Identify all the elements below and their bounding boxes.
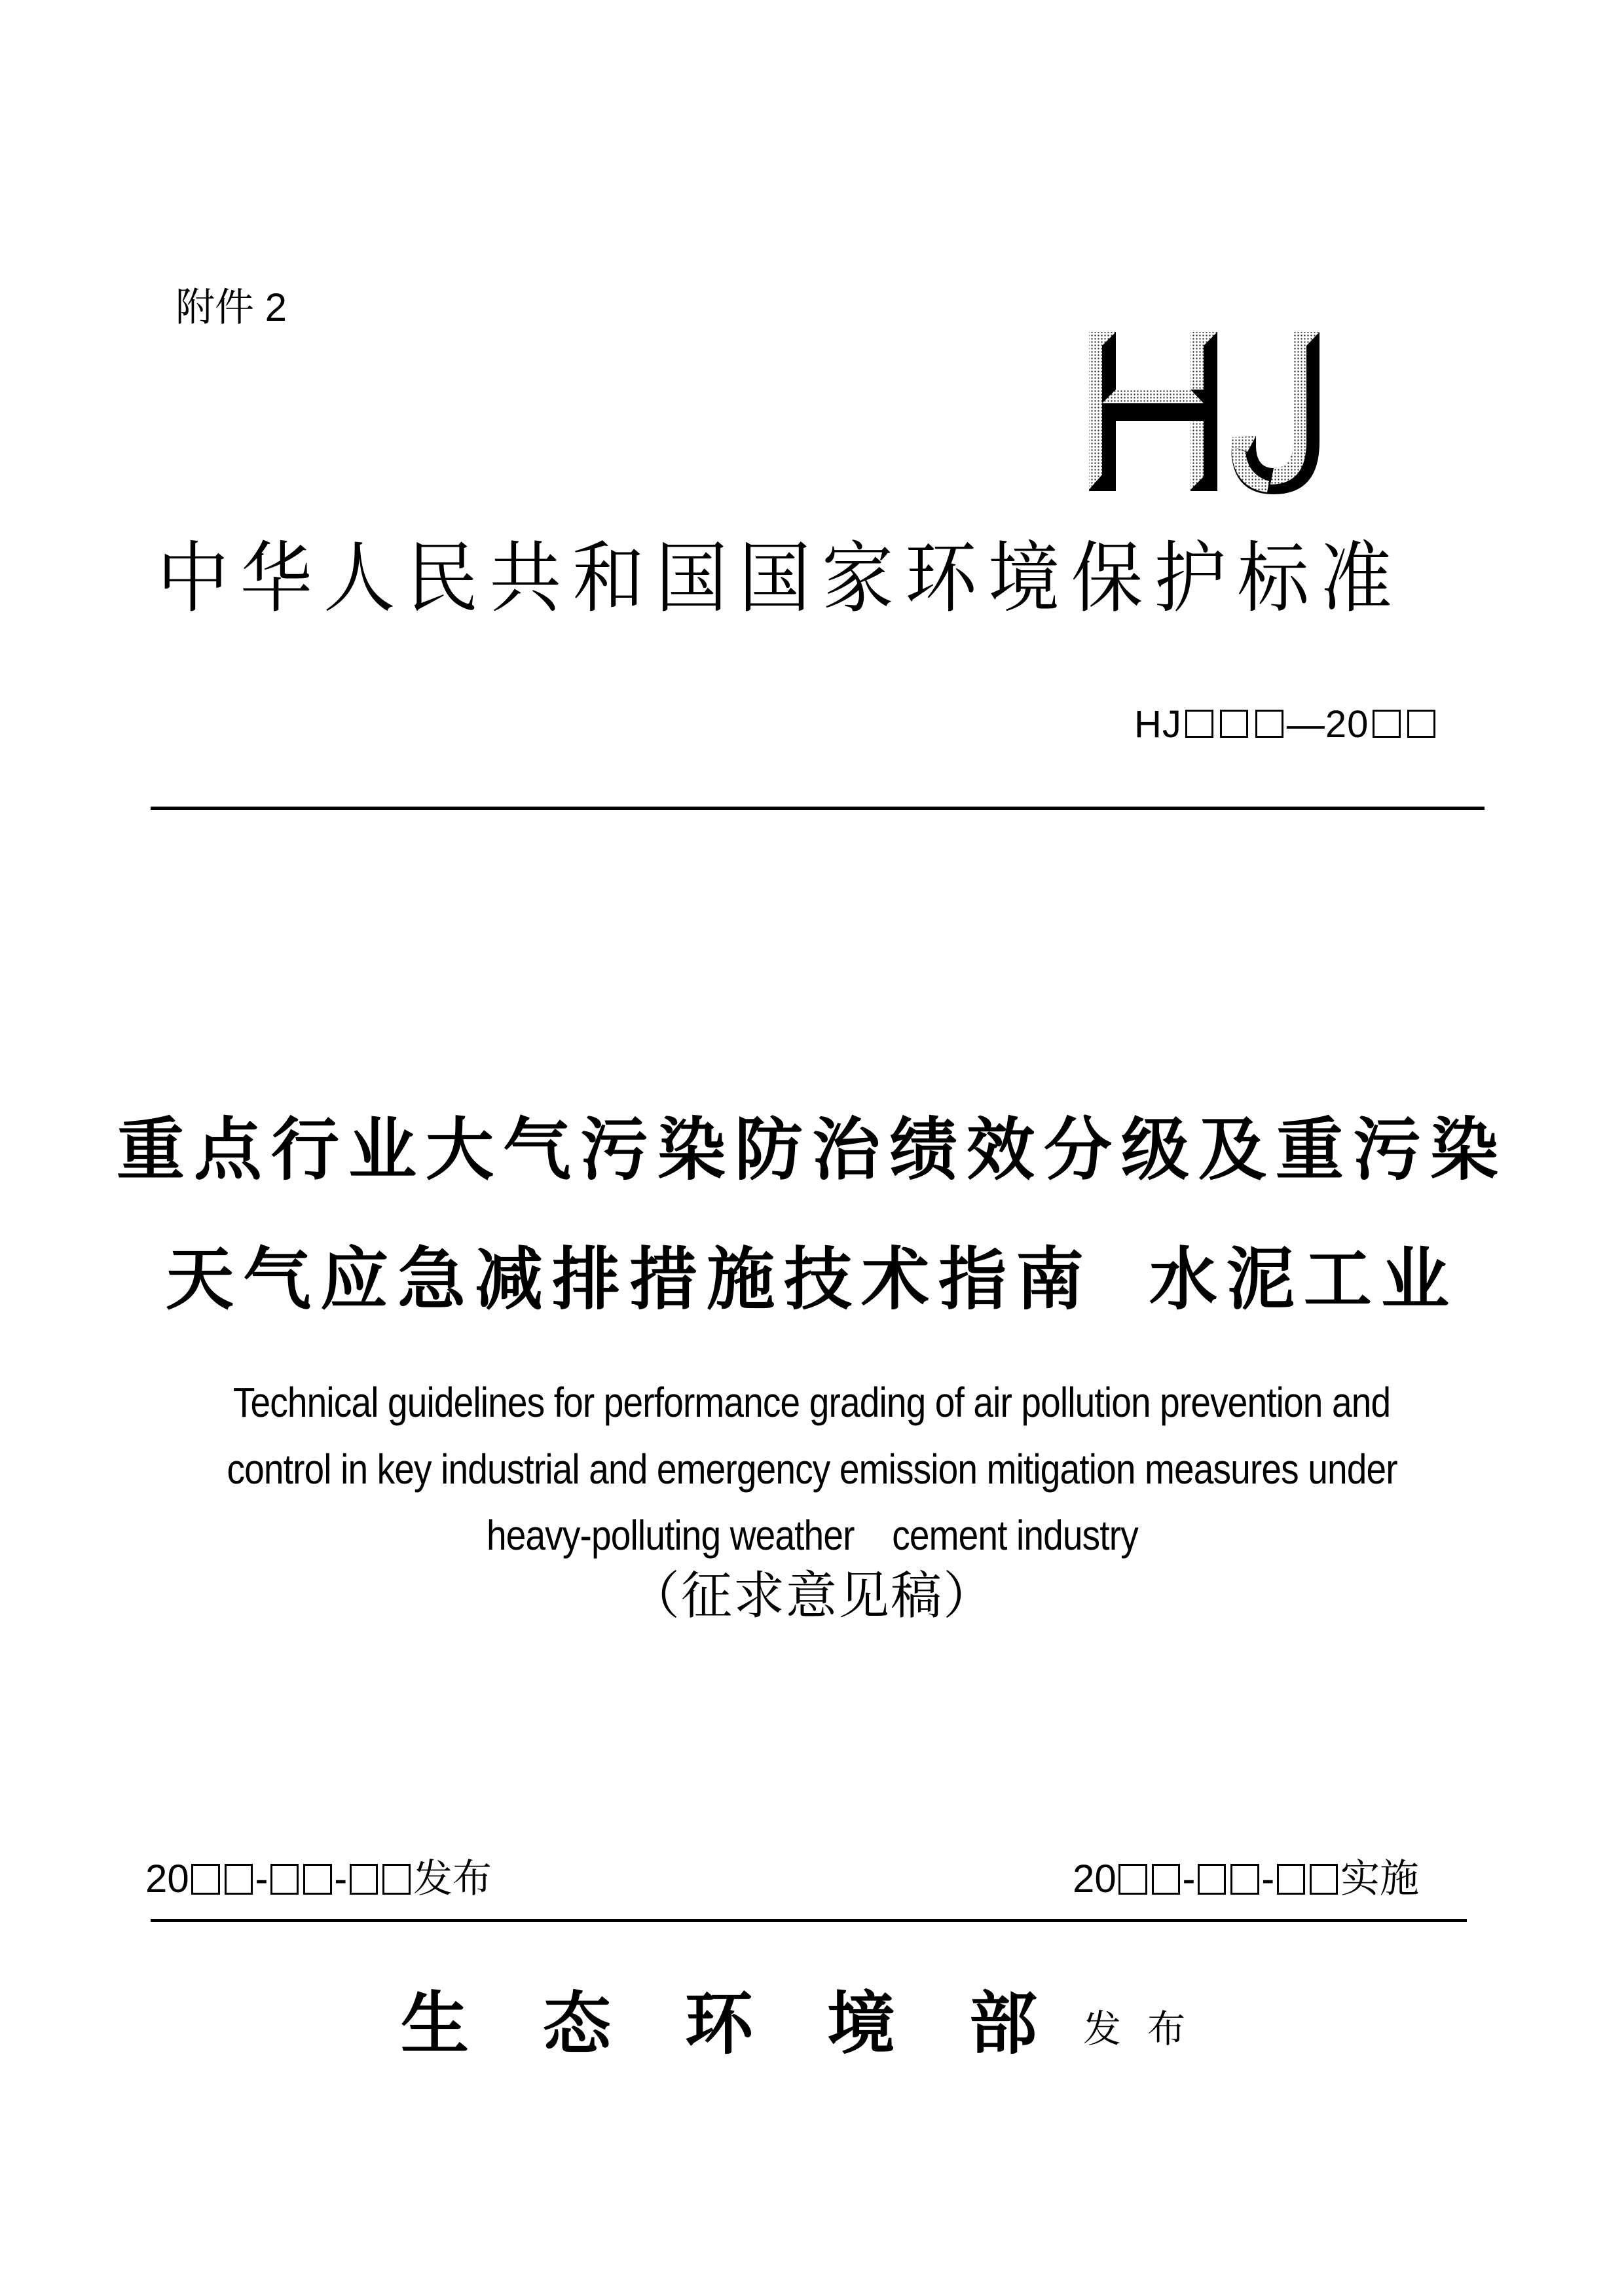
placeholder-box <box>1185 710 1213 738</box>
placeholder-box <box>270 1864 299 1895</box>
footer-divider <box>151 1919 1467 1922</box>
placeholder-box <box>1198 1864 1226 1895</box>
placeholder-box <box>1407 710 1435 738</box>
attachment-label: 附件 2 <box>175 285 287 329</box>
placeholder-box <box>1310 1864 1338 1895</box>
placeholder-box <box>1220 710 1248 738</box>
implement-date <box>1073 1859 1419 1899</box>
placeholder-box <box>1373 710 1401 738</box>
publish-suffix-char: 发 <box>1083 2008 1122 2050</box>
date-separator: - <box>1182 1857 1196 1901</box>
title-en-text: heavy-polluting weather cement industry <box>486 1512 1138 1559</box>
publisher <box>401 1986 1211 2062</box>
placeholder-box <box>225 1864 253 1895</box>
publisher-char: 环 <box>685 1986 754 2062</box>
placeholder-box <box>1277 1864 1305 1895</box>
title-en-text: control in key industrial and emergency emission mitigation measures under <box>227 1446 1397 1493</box>
title-zh-line2: 天气应急减排措施技术指南 水泥工业 <box>166 1242 1458 1318</box>
hj-logo <box>1087 327 1324 495</box>
placeholder-box <box>1230 1864 1259 1895</box>
placeholder-box <box>191 1864 219 1895</box>
placeholder-box <box>1255 710 1283 738</box>
publish-suffix <box>1083 2008 1211 2050</box>
hj-logo-icon <box>1087 327 1324 495</box>
publish-date <box>145 1859 492 1899</box>
code-prefix: HJ <box>1134 703 1182 746</box>
publisher-char: 态 <box>543 1986 612 2062</box>
title-en-text: Technical guidelines for performance grading of air pollution prevention and <box>233 1379 1391 1426</box>
publish-suffix-char: 布 <box>1147 2008 1186 2050</box>
standard-name: 中华人民共和国国家环境保护标准 <box>157 536 1393 622</box>
placeholder-box <box>350 1864 378 1895</box>
code-separator: — <box>1286 703 1325 746</box>
date-separator: - <box>334 1857 348 1901</box>
placeholder-box <box>303 1864 331 1895</box>
standard-code <box>1134 703 1439 746</box>
publisher-char: 生 <box>401 1986 470 2062</box>
draft-label: （征求意见稿） <box>628 1567 995 1624</box>
title-en-line3 <box>0 1512 1624 1559</box>
date-separator: - <box>255 1857 268 1901</box>
code-year-prefix: 20 <box>1325 703 1369 746</box>
placeholder-box <box>1152 1864 1180 1895</box>
title-zh-line1: 重点行业大气污染防治绩效分级及重污染 <box>116 1112 1507 1188</box>
title-en-line2 <box>0 1446 1624 1493</box>
placeholder-box <box>382 1864 411 1895</box>
publish-suffix: 发布 <box>413 1857 492 1901</box>
implement-suffix: 实施 <box>1340 1857 1419 1901</box>
year-prefix: 20 <box>1073 1857 1116 1901</box>
date-separator: - <box>1261 1857 1275 1901</box>
publisher-char: 部 <box>969 1986 1038 2062</box>
year-prefix: 20 <box>145 1857 189 1901</box>
header-divider <box>151 807 1485 810</box>
publisher-char: 境 <box>827 1986 896 2062</box>
placeholder-box <box>1118 1864 1147 1895</box>
title-en-line1 <box>0 1379 1624 1426</box>
